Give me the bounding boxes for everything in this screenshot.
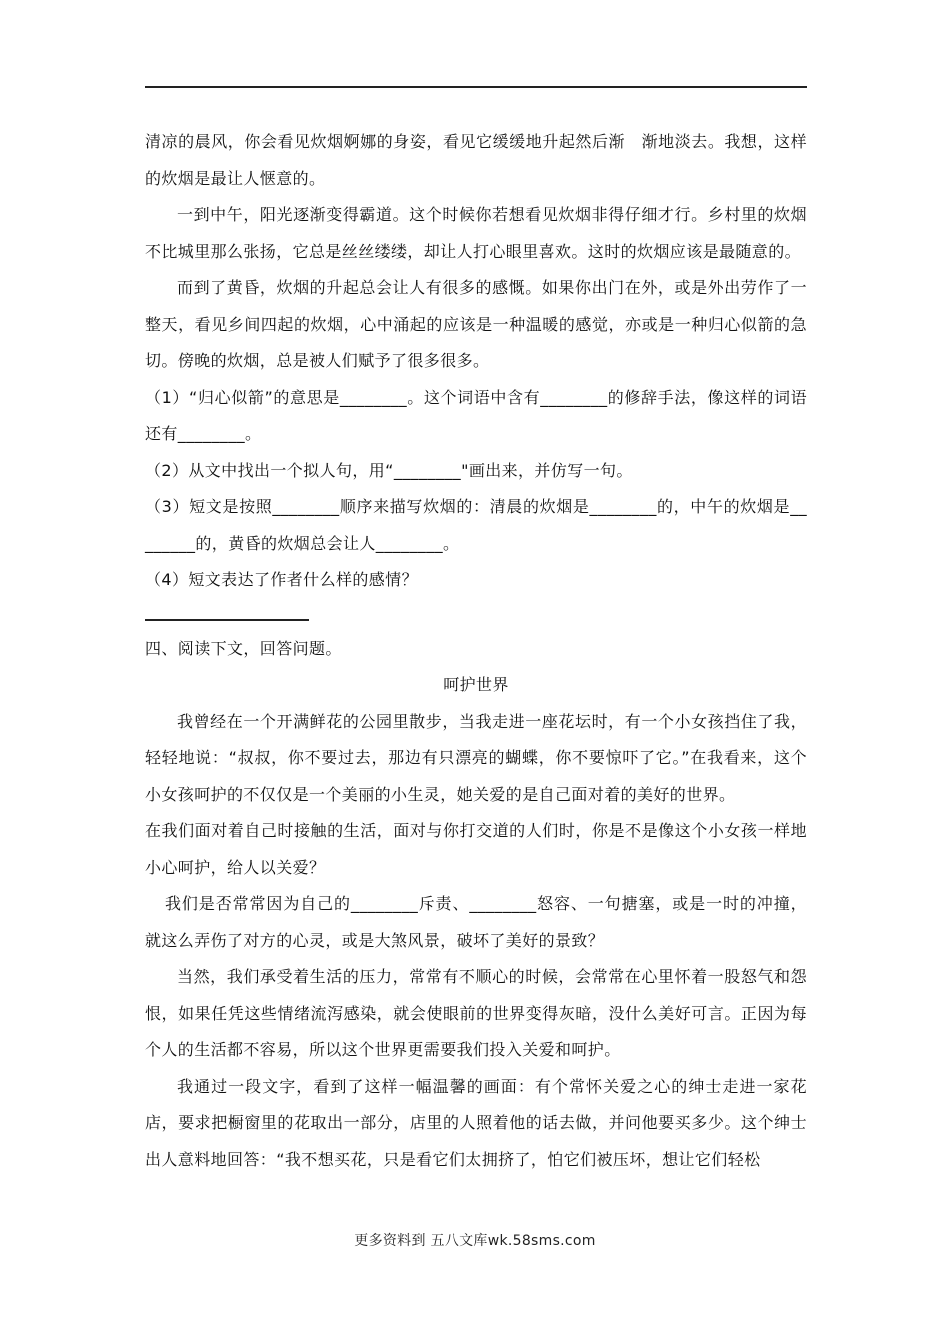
footer-text: 更多资料到 五八文库wk.58sms.com: [354, 1233, 596, 1249]
passage-b-paragraph-3: 我们是否常常因为自己的________斥责、________怒容、一句搪塞，或是一时的冲撞，就这么弄伤了对方的心灵，或是大煞风景，破坏了美好的景致？: [145, 894, 807, 950]
document-body: [145, 124, 807, 1178]
header-rule: [145, 86, 807, 88]
passage-b-paragraph-4: 当然，我们承受着生活的压力，常常有不顺心的时候，会常常在心里怀着一股怒气和怨恨，如果任凭这些情绪流泻感染，就会使眼前的世界变得灰暗，没什么美好可言。正因为每个人的生活都不容易，所以这个世界更需要我们投入关爱和呵护。: [145, 967, 807, 1059]
passage-b-paragraph-2: 在我们面对着自己时接触的生活，面对与你打交道的人们时，你是不是像这个小女孩一样地小心呵护，给人以关爱？: [145, 821, 807, 877]
answer-line: [145, 619, 309, 621]
passage-b-title: 呵护世界: [443, 675, 509, 694]
passage-b-paragraph-5: 我通过一段文字，看到了这样一幅温馨的画面：有个常怀关爱之心的绅士走进一家花店，要求把橱窗里的花取出一部分，店里的人照着他的话去做，并问他要买多少。这个绅士出人意料地回答：“我不想买花，只是看它们太拥挤了，怕它们被压坏，想让它们轻松: [145, 1076, 807, 1169]
question-2: （2）从文中找出一个拟人句，用“________"画出来，并仿写一句。: [145, 460, 633, 480]
question-4: （4）短文表达了作者什么样的感情？: [145, 570, 418, 589]
passage-a-paragraph-2: 一到中午，阳光逐渐变得霸道。这个时候你若想看见炊烟非得仔细才行。乡村里的炊烟不比城里那么张扬，它总是丝丝缕缕，却让人打心眼里喜欢。这时的炊烟应该是最随意的。: [145, 205, 807, 261]
question-1: （1）“归心似箭”的意思是________。这个词语中含有________的修辞手法，像这样的词语还有________。: [145, 387, 807, 443]
question-3: （3）短文是按照________顺序来描写炊烟的：清晨的炊烟是________的，中午的炊烟是________的，黄昏的炊烟总会让人________。: [145, 497, 807, 553]
passage-a-paragraph-3: 而到了黄昏，炊烟的升起总会让人有很多的感慨。如果你出门在外，或是外出劳作了一整天，看见乡间四起的炊烟，心中涌起的应该是一种温暖的感觉，亦或是一种归心似箭的急切。傍晚的炊烟，总是被人们赋予了很多很多。: [145, 278, 807, 370]
section-four-heading: 四、阅读下文，回答问题。: [145, 638, 342, 658]
passage-b-paragraph-1: 我曾经在一个开满鲜花的公园里散步，当我走进一座花坛时，有一个小女孩挡住了我，轻轻地说：“叔叔，你不要过去，那边有只漂亮的蝴蝶，你不要惊吓了它。”在我看来，这个小女孩呵护的不仅仅是一个美丽的小生灵，她关爱的是自己面对着的美好的世界。: [145, 711, 807, 804]
passage-a-paragraph-1: 清凉的晨风，你会看见炊烟婀娜的身姿，看见它缓缓地升起然后渐 渐地淡去。我想，这样的炊烟是最让人惬意的。: [145, 132, 807, 188]
